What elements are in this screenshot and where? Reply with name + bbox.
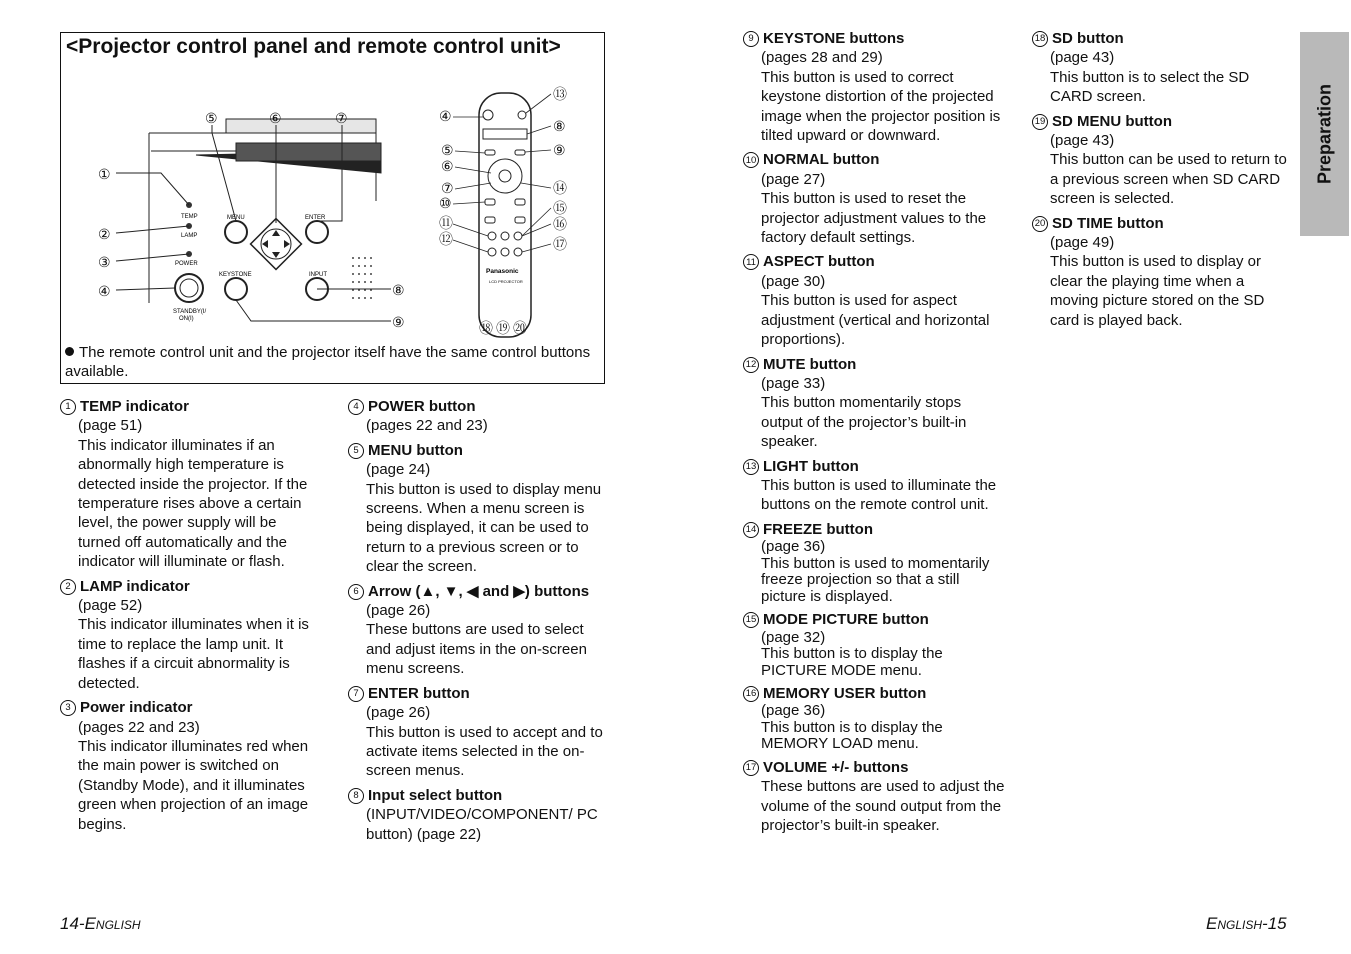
- item-title: MEMORY USER button: [763, 685, 927, 703]
- remote-callout-19: ⑲: [496, 320, 510, 336]
- footer-right-page-number: English-15: [1206, 914, 1287, 933]
- item-title: Arrow (▲, ▼, ◀ and ▶) buttons: [368, 582, 590, 600]
- figure-note: The remote control unit and the projector itself have the same control buttons available.: [65, 344, 591, 380]
- callout-7: ⑦: [335, 110, 348, 126]
- column-4: [1032, 29, 1290, 335]
- speaker-grille: [352, 257, 372, 299]
- remote-callout-20: ⑳: [513, 320, 527, 336]
- figure-title: <Projector control panel and remote control unit>: [66, 35, 561, 58]
- item-title: MENU button: [368, 441, 463, 459]
- diagram-label-standby: STANDBY(I/: [173, 309, 207, 315]
- item-3: 3 Power indicator (pages 22 and 23) This indicator illuminates red when the main power is switched on (Standby Mode), and it illuminates green when projection of an image begins.: [60, 698, 322, 834]
- callout-4: ④: [98, 283, 111, 299]
- callout-6: ⑥: [269, 110, 282, 126]
- diagram-label-keystone: KEYSTONE: [219, 272, 252, 278]
- column-1: [60, 397, 322, 839]
- item-8: 8 Input select button (INPUT/VIDEO/COMPONENT/ PC button) (page 22): [348, 786, 606, 844]
- item-title: LAMP indicator: [80, 577, 190, 595]
- item-title: KEYSTONE buttons: [763, 30, 905, 47]
- item-4: 4 POWER button (pages 22 and 23): [348, 397, 606, 436]
- callout-3: ③: [98, 254, 111, 270]
- power-button-illustration: [175, 274, 203, 302]
- item-9: 9 KEYSTONE buttons (pages 28 and 29) This button is used to correct keystone distortion of the projected image when the projector position is tilted upward or downward.: [743, 29, 1005, 145]
- enter-button-illustration: [306, 221, 328, 243]
- diagram-label-lamp: LAMP: [181, 233, 198, 239]
- item-title: FREEZE button: [763, 520, 873, 538]
- item-title: NORMAL button: [763, 151, 880, 169]
- diagram-label-power: POWER: [175, 261, 198, 267]
- control-panel-diagram: [61, 73, 606, 343]
- item-17: 17 VOLUME +/- buttons These buttons are used to adjust the volume of the sound output from the projector’s built-in speaker.: [743, 758, 1005, 836]
- callout-8: ⑧: [392, 282, 405, 298]
- item-title: POWER button: [368, 398, 476, 415]
- item-16: 16 MEMORY USER button (page 36) This button is to display the MEMORY LOAD menu.: [743, 684, 1005, 753]
- item-5: 5 MENU button (page 24) This button is used to display menu screens. When a menu screen is being displayed, it can be used to return to a previous screen or to clear the screen.: [348, 441, 606, 577]
- bullet-icon: [65, 347, 74, 356]
- item-title: MODE PICTURE button: [763, 611, 929, 629]
- remote-brand: Panasonic: [486, 268, 519, 275]
- menu-button-illustration: [225, 221, 247, 243]
- item-title: ASPECT button: [763, 253, 875, 271]
- remote-callout-11: ⑪: [439, 215, 453, 231]
- item-title: VOLUME +/- buttons: [763, 758, 909, 776]
- item-13: 13 LIGHT button This button is used to illuminate the buttons on the remote control unit.: [743, 457, 1005, 515]
- item-title: SD TIME button: [1052, 214, 1164, 232]
- remote-callout-18: ⑱: [479, 320, 493, 336]
- item-2: 2 LAMP indicator (page 52) This indicator illuminates when it is time to replace the lamp unit. It flashes if a circuit abnormality is detected.: [60, 577, 322, 693]
- column-3: [743, 29, 1005, 841]
- item-title: Input select button: [368, 786, 503, 804]
- diagram-label-enter: ENTER: [305, 215, 326, 221]
- footer-left-page-number: 14-English: [60, 914, 141, 933]
- remote-callout-4: ④: [439, 108, 452, 124]
- section-tab: [1300, 32, 1349, 236]
- item-title: Power indicator: [80, 699, 193, 717]
- diagram-label-menu: MENU: [227, 215, 245, 221]
- diagram-label-input: INPUT: [309, 272, 327, 278]
- remote-callout-12: ⑫: [439, 231, 453, 247]
- remote-callout-16: ⑯: [553, 216, 567, 232]
- item-6: 6 Arrow (▲, ▼, ◀ and ▶) buttons (page 26) These buttons are used to select and adjust items in the on-screen menu screens.: [348, 582, 606, 679]
- remote-callout-9: ⑨: [553, 142, 566, 158]
- callout-1: ①: [98, 166, 111, 182]
- item-12: 12 MUTE button (page 33) This button momentarily stops output of the projector’s built-in speaker.: [743, 355, 1005, 452]
- arrow-pad-illustration: [251, 219, 302, 270]
- item-10: 10 NORMAL button (page 27) This button is used to reset the projector adjustment values to the factory default settings.: [743, 150, 1005, 247]
- item-7: 7 ENTER button (page 26) This button is used to accept and to activate items selected in the on-screen menus.: [348, 684, 606, 781]
- item-11: 11 ASPECT button (page 30) This button is used for aspect adjustment (vertical and horizontal proportions).: [743, 252, 1005, 349]
- item-title: SD MENU button: [1052, 112, 1172, 130]
- item-title: TEMP indicator: [80, 398, 189, 415]
- callout-5: ⑤: [205, 110, 218, 126]
- diagram-label-onoff: ON(I): [179, 316, 194, 322]
- remote-callout-14: ⑭: [553, 180, 567, 196]
- section-tab-label: Preparation: [1314, 83, 1334, 185]
- remote-callout-7: ⑦: [441, 180, 454, 196]
- diagram-label-temp: TEMP: [181, 214, 198, 220]
- callout-2: ②: [98, 226, 111, 242]
- item-18: 18 SD button (page 43) This button is to select the SD CARD screen.: [1032, 29, 1290, 107]
- item-title: ENTER button: [368, 684, 470, 702]
- remote-callout-8: ⑧: [553, 118, 566, 134]
- keystone-button-illustration: [225, 278, 247, 300]
- item-20: 20 SD TIME button (page 49) This button is used to display or clear the playing time when a moving picture stored on the SD card is played back.: [1032, 214, 1290, 330]
- item-14: 14 FREEZE button (page 36) This button is used to momentarily freeze projection so that a still picture is displayed.: [743, 520, 1005, 605]
- callout-9: ⑨: [392, 314, 405, 330]
- remote-callout-10: ⑩: [439, 195, 452, 211]
- control-panel-figure: [60, 32, 605, 384]
- item-19: 19 SD MENU button (page 43) This button can be used to return to a previous screen when SD CARD screen is selected.: [1032, 112, 1290, 209]
- column-2: [348, 397, 606, 849]
- item-1: 1 TEMP indicator (page 51) This indicator illuminates if an abnormally high temperature is detected inside the projector. If the temperature rises above a certain level, the power supply will be turned off automatically and the indicator will illuminate or flash.: [60, 397, 322, 572]
- item-title: LIGHT button: [763, 457, 859, 475]
- remote-callout-15: ⑮: [553, 200, 567, 216]
- item-15: 15 MODE PICTURE button (page 32) This button is to display the PICTURE MODE menu.: [743, 610, 1005, 679]
- remote-callout-17: ⑰: [553, 236, 567, 252]
- item-title: MUTE button: [763, 355, 857, 373]
- remote-control-illustration: [479, 93, 531, 337]
- remote-callout-6: ⑥: [441, 158, 454, 174]
- item-title: SD button: [1052, 30, 1124, 47]
- remote-callout-13: ⑬: [553, 86, 567, 102]
- remote-model-label: LCD PROJECTOR: [489, 279, 523, 284]
- remote-callout-5: ⑤: [441, 142, 454, 158]
